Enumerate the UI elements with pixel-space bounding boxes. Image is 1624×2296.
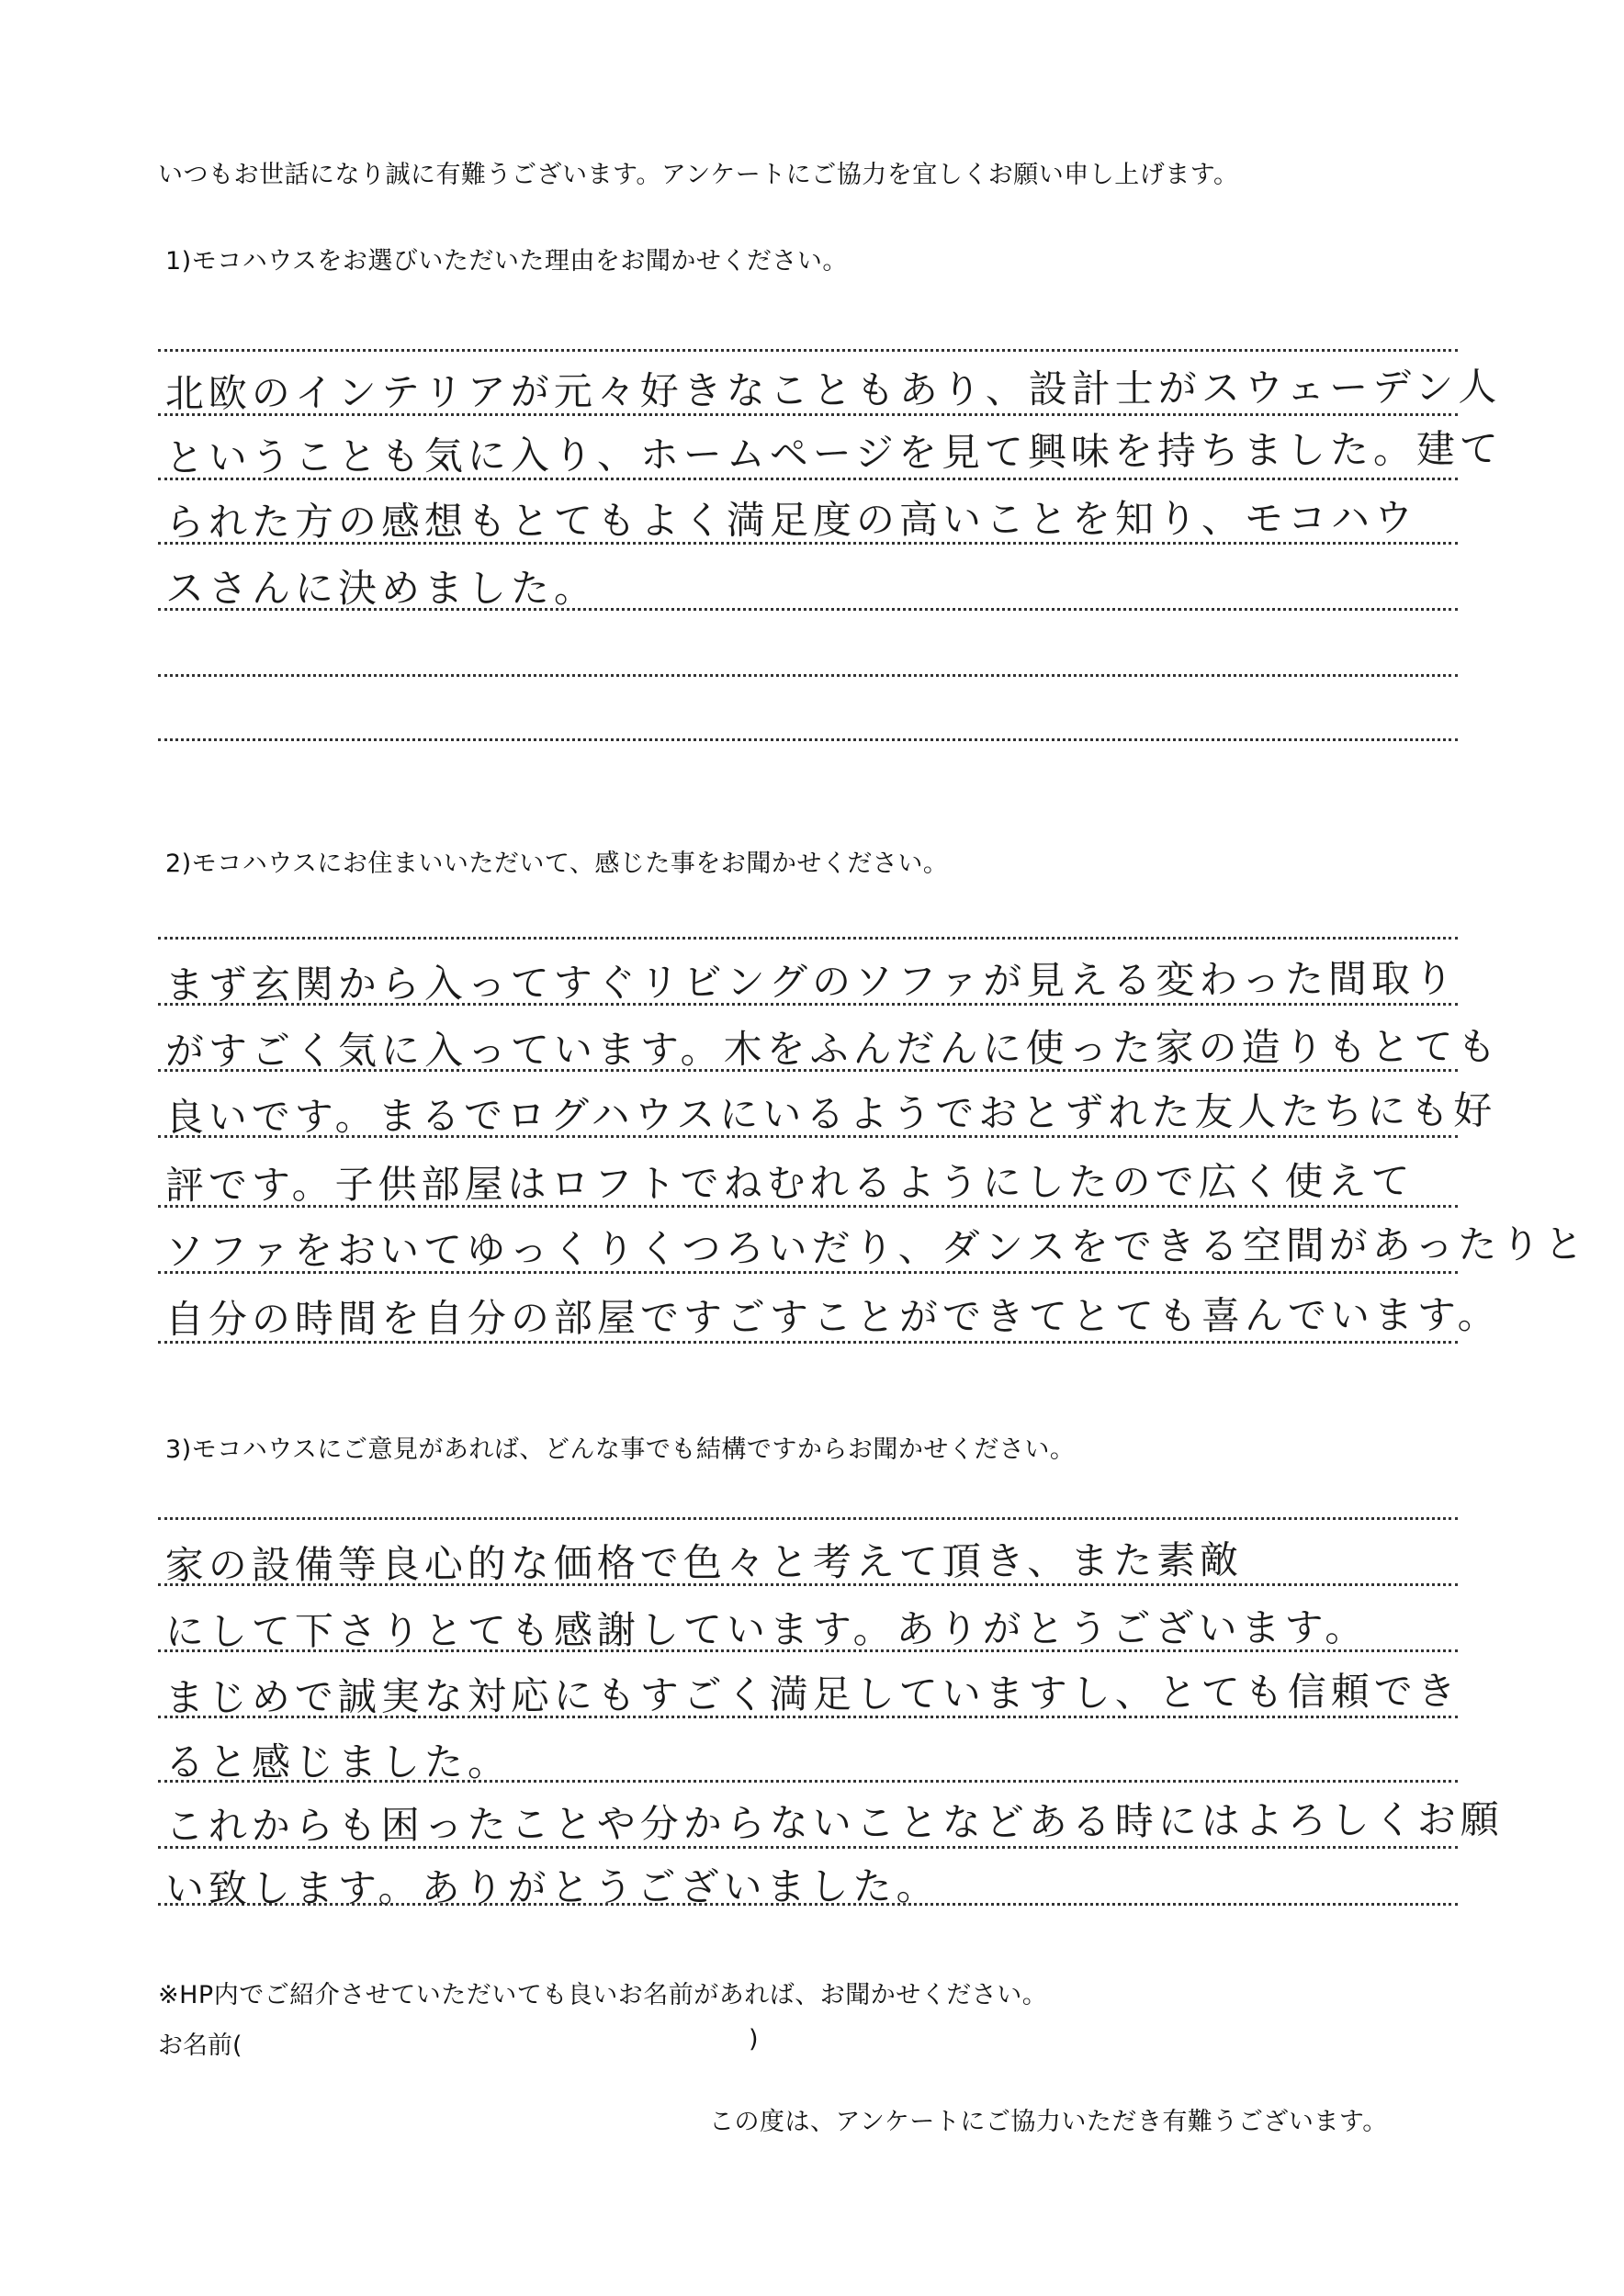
handwritten-line: 自分の時間を自分の部屋ですごすことができてとても喜んでいます。	[164, 1291, 1501, 1342]
handwritten-line: 北欧のインテリアが元々好きなこともあり、設計士がスウェーデン人	[164, 364, 1502, 417]
rule-line	[158, 349, 1458, 352]
handwritten-line: 良いです。まるでログハウスにいるようでおとずれた友人たちにも好	[164, 1087, 1497, 1140]
handwritten-line: にして下さりとても感謝しています。ありがとうございます。	[164, 1604, 1369, 1654]
handwritten-line: ということも気に入り、ホームページを見て興味を持ちました。建て	[164, 425, 1504, 481]
intro-text: いつもお世話になり誠に有難うございます。アンケートにご協力を宜しくお願い申し上げます。	[158, 161, 1239, 189]
name-close-paren: )	[749, 2025, 759, 2054]
handwritten-line: られた方の感想もとてもよく満足度の高いことを知り、モコハウ	[164, 495, 1417, 545]
handwritten-line: ソファをおいてゆっくりくつろいだり、ダンスをできる空間があったりと	[164, 1221, 1588, 1274]
handwritten-line: がすごく気に入っています。木をふんだんに使った家の造りもとても	[164, 1023, 1501, 1074]
rule-line	[158, 674, 1458, 677]
handwritten-line: い致します。ありがとうございました。	[164, 1863, 940, 1911]
rule-line	[158, 738, 1458, 741]
handwritten-line: 家の設備等良心的な価格で色々と考えて頂き、また素敵	[164, 1536, 1244, 1588]
handwritten-line: スさんに決めました。	[165, 566, 598, 611]
question-3-prompt: 3)モコハウスにご意見があれば、どんな事でも結構ですからお聞かせください。	[165, 1435, 1076, 1464]
question-1-prompt: 1)モコハウスをお選びいただいた理由をお聞かせください。	[165, 247, 848, 276]
handwritten-line: 評です。子供部屋はロフトでねむれるようにしたので広く使えて	[164, 1158, 1415, 1208]
handwritten-line: まじめで誠実な対応にもすごく満足していますし、とても信頼でき	[164, 1668, 1460, 1720]
rule-line	[158, 937, 1458, 940]
answer-3-area	[158, 1517, 1504, 1912]
thanks-text: この度は、アンケートにご協力いただき有難うございます。	[709, 2108, 1388, 2136]
handwritten-line: まず玄関から入ってすぐリビングのソファが見える変わった間取り	[164, 955, 1459, 1007]
question-2-prompt: 2)モコハウスにお住まいいただいて、感じた事をお聞かせください。	[165, 850, 949, 878]
handwritten-line: ると感じました。	[165, 1739, 512, 1784]
answer-1-area	[158, 349, 1504, 744]
hp-name-note: ※HP内でご紹介させていただいても良いお名前があれば、お聞かせください。	[158, 1981, 1048, 2009]
rule-line	[158, 1517, 1458, 1520]
name-label: お名前(	[158, 2032, 242, 2060]
handwritten-line: これからも困ったことや分からないことなどある時にはよろしくお願	[164, 1796, 1504, 1849]
answer-2-area	[158, 937, 1588, 1350]
